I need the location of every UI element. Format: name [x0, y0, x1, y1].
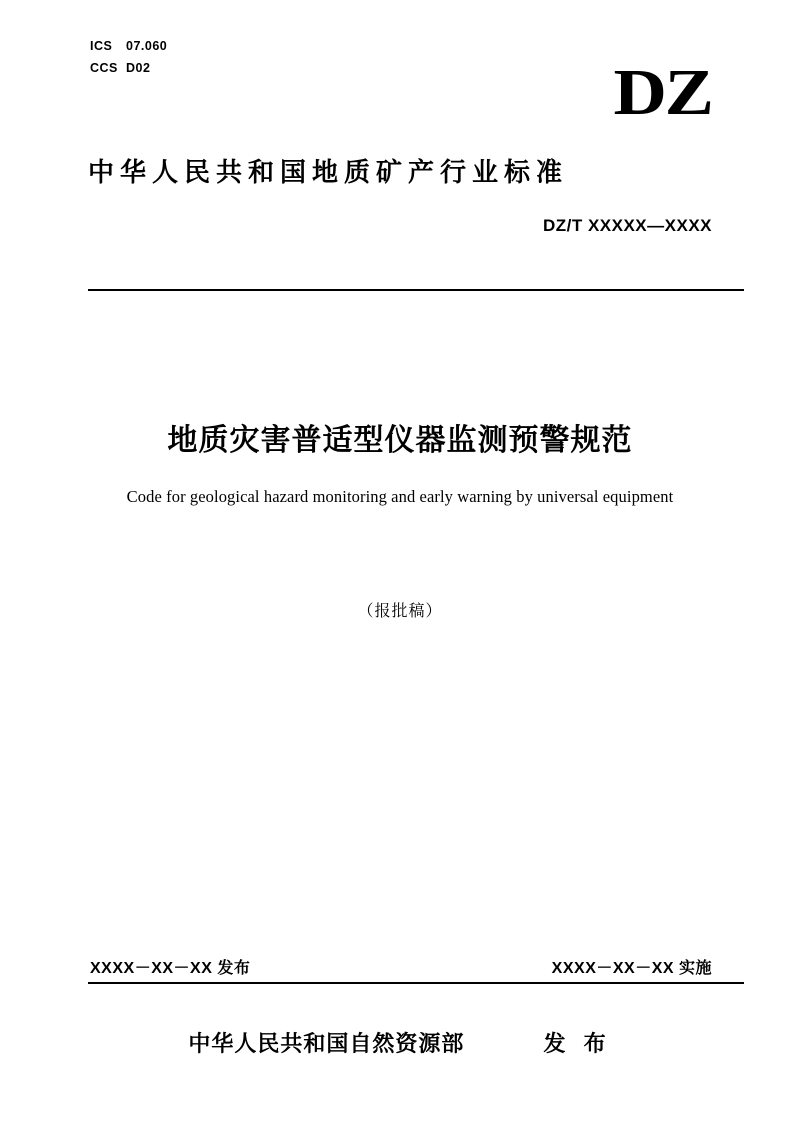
ics-label: ICS [90, 39, 113, 53]
draft-stage-label: （报批稿） [357, 603, 443, 620]
code-row-ics [90, 36, 167, 58]
page-title-english: Code for geological hazard monitoring and early warning by universal equipment [126, 487, 674, 506]
issuing-organization-line [88, 152, 712, 189]
code-row-ccs [90, 58, 167, 80]
issuer-name: 中华人民共和国自然资源部 [188, 1031, 465, 1056]
effective-date: XXXX－XX－XX 实施 [551, 960, 712, 977]
ccs-value: D02 [126, 60, 151, 75]
divider-bottom [88, 982, 744, 984]
standard-number: DZ/T XXXXX—XXXX [542, 216, 712, 235]
publish-word: 发 布 [543, 1031, 612, 1056]
divider-top [88, 289, 744, 291]
publisher-row [0, 1027, 800, 1058]
issuing-organization-text: 中华人民共和国地质矿产行业标准 [88, 157, 569, 187]
page-title: 地质灾害普适型仪器监测预警规范 [167, 424, 633, 457]
ccs-label: CCS [90, 60, 118, 75]
classification-codes [90, 36, 167, 80]
dz-logo: DZ [613, 56, 712, 129]
issue-date: XXXX－XX－XX 发布 [90, 960, 251, 977]
ics-value: 07.060 [126, 39, 168, 53]
